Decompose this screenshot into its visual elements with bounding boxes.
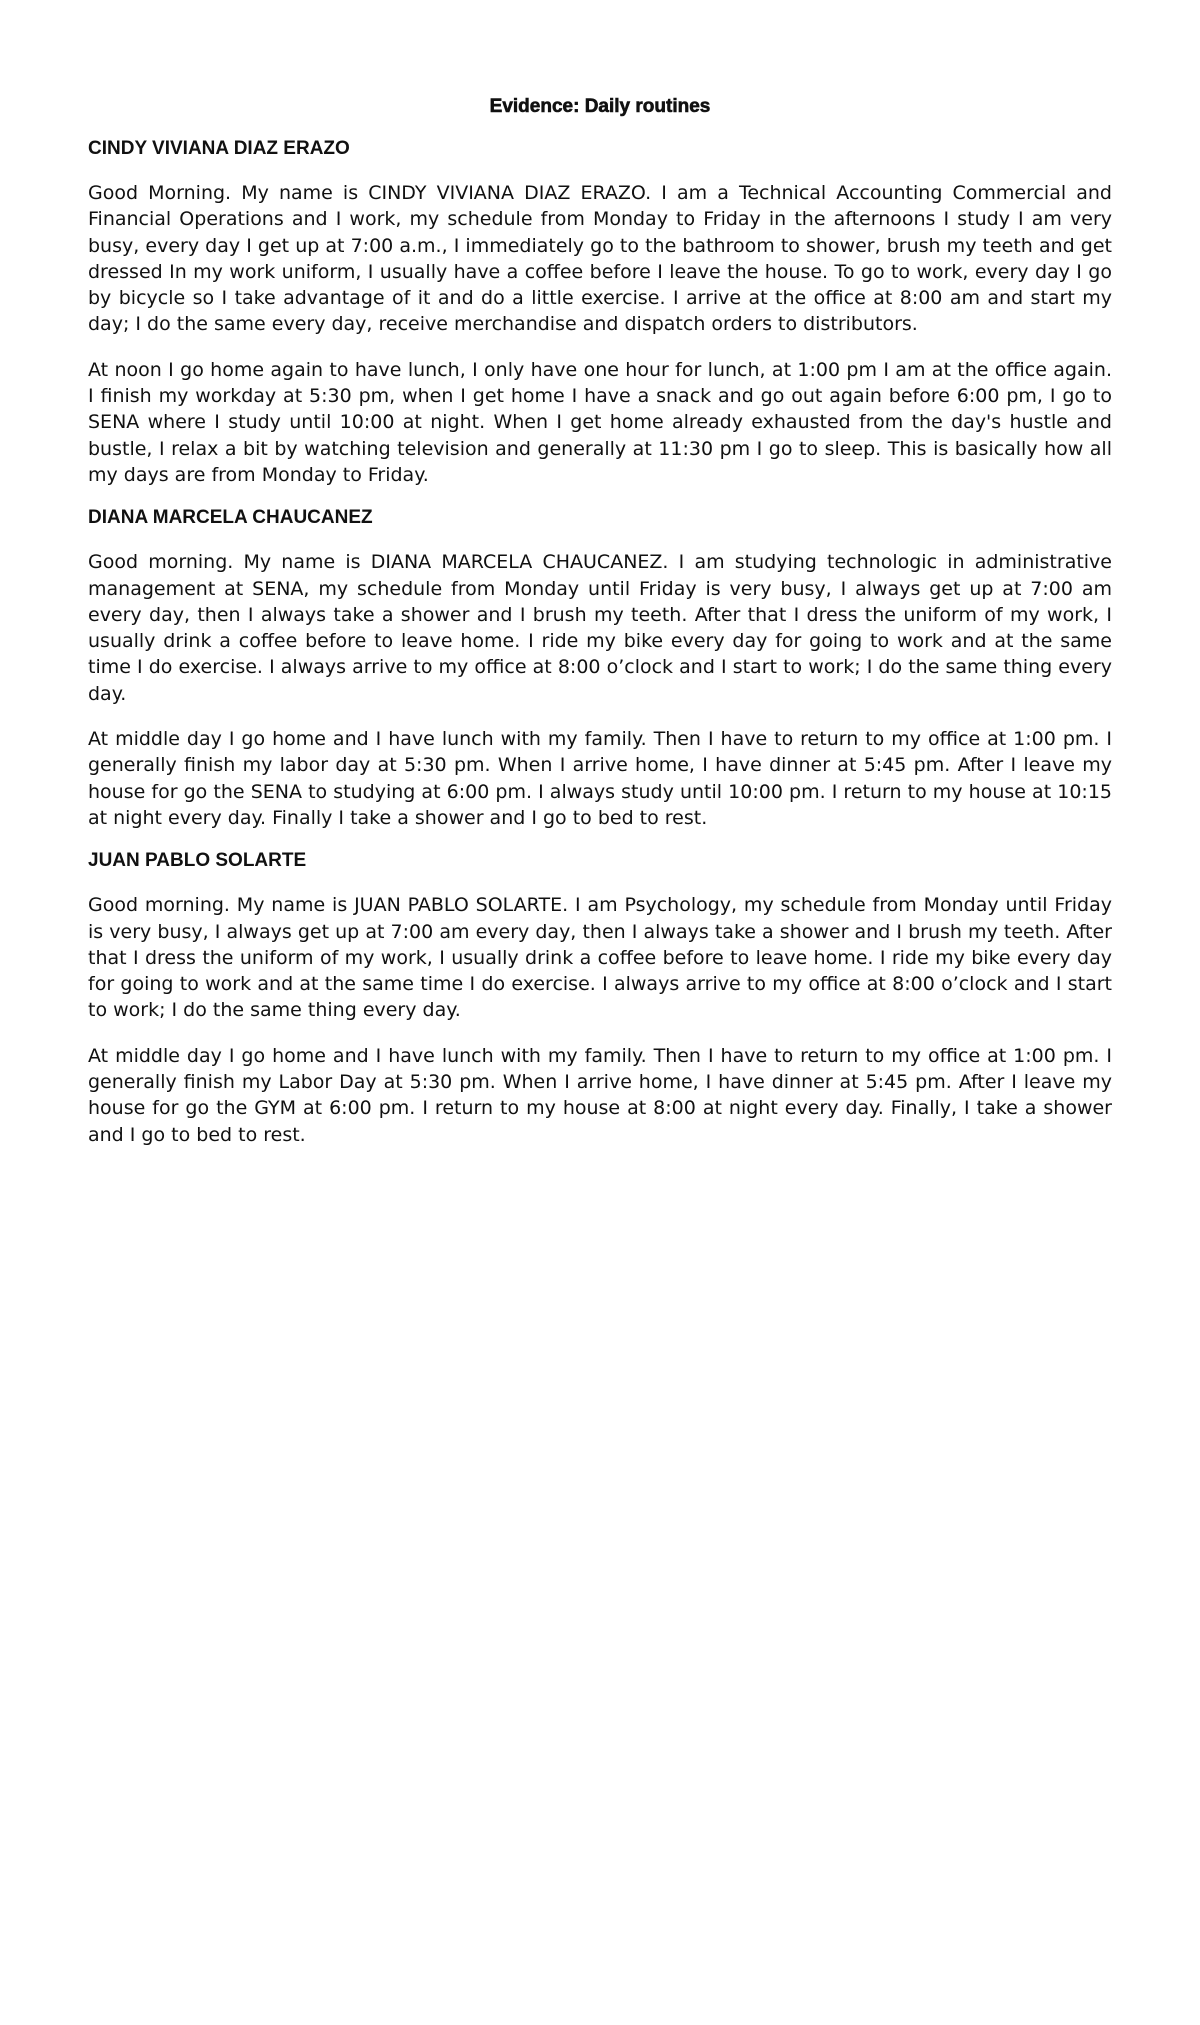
section-juan	[88, 850, 1112, 1148]
paragraph: Good morning. My name is JUAN PABLO SOLARTE. I am Psychology, my schedule from Monday until Friday is very busy, I always get up at 7:00 am every day, then I always take a shower and I brush my teeth. After that I dress the uniform of my work, I usually drink a coffee before to leave home. I ride my bike every day for going to work and at the same time I do exercise. I always arrive to my office at 8:00 o’clock and I start to work; I do the same thing every day.	[88, 894, 1112, 1022]
section-diana	[88, 507, 1112, 831]
person-name-heading: JUAN PABLO SOLARTE	[88, 850, 307, 872]
document-title: Evidence: Daily routines	[489, 96, 711, 117]
section-cindy	[88, 138, 1112, 488]
paragraph: At middle day I go home and I have lunch with my family. Then I have to return to my office at 1:00 pm. I generally finish my labor day at 5:30 pm. When I arrive home, I have dinner at 5:45 pm. After I leave my house for go the SENA to studying at 6:00 pm. I always study until 10:00 pm. I return to my house at 10:15 at night every day. Finally I take a shower and I go to bed to rest.	[88, 728, 1112, 829]
paragraph: Good morning. My name is DIANA MARCELA CHAUCANEZ. I am studying technologic in administrative management at SENA, my schedule from Monday until Friday is very busy, I always get up at 7:00 am every day, then I always take a shower and I brush my teeth. After that I dress the uniform of my work, I usually drink a coffee before to leave home. I ride my bike every day for going to work and at the same time I do exercise. I always arrive to my office at 8:00 o’clock and I start to work; I do the same thing every day.	[88, 551, 1112, 705]
paragraph: At middle day I go home and I have lunch with my family. Then I have to return to my office at 1:00 pm. I generally finish my Labor Day at 5:30 pm. When I arrive home, I have dinner at 5:45 pm. After I leave my house for go the GYM at 6:00 pm. I return to my house at 8:00 at night every day. Finally, I take a shower and I go to bed to rest.	[88, 1044, 1112, 1146]
paragraph: At noon I go home again to have lunch, I only have one hour for lunch, at 1:00 pm I am at the office again. I finish my workday at 5:30 pm, when I get home I have a snack and go out again before 6:00 pm, I go to SENA where I study until 10:00 at night. When I get home already exhausted from the day's hustle and bustle, I relax a bit by watching television and generally at 11:30 pm I go to sleep. This is basically how all my days are from Monday to Friday.	[88, 358, 1112, 486]
document-page	[88, 96, 1112, 1167]
person-name-heading: CINDY VIVIANA DIAZ ERAZO	[88, 138, 350, 159]
paragraph: Good Morning. My name is CINDY VIVIANA DIAZ ERAZO. I am a Technical Accounting Commercial and Financial Operations and I work, my schedule from Monday to Friday in the afternoons I study I am very busy, every day I get up at 7:00 a.m., I immediately go to the bathroom to shower, brush my teeth and get dressed In my work uniform, I usually have a coffee before I leave the house. To go to work, every day I go by bicycle so I take advantage of it and do a little exercise. I arrive at the office at 8:00 am and start my day; I do the same every day, receive merchandise and dispatch orders to distributors.	[88, 182, 1112, 336]
person-name-heading: DIANA MARCELA CHAUCANEZ	[88, 507, 373, 529]
